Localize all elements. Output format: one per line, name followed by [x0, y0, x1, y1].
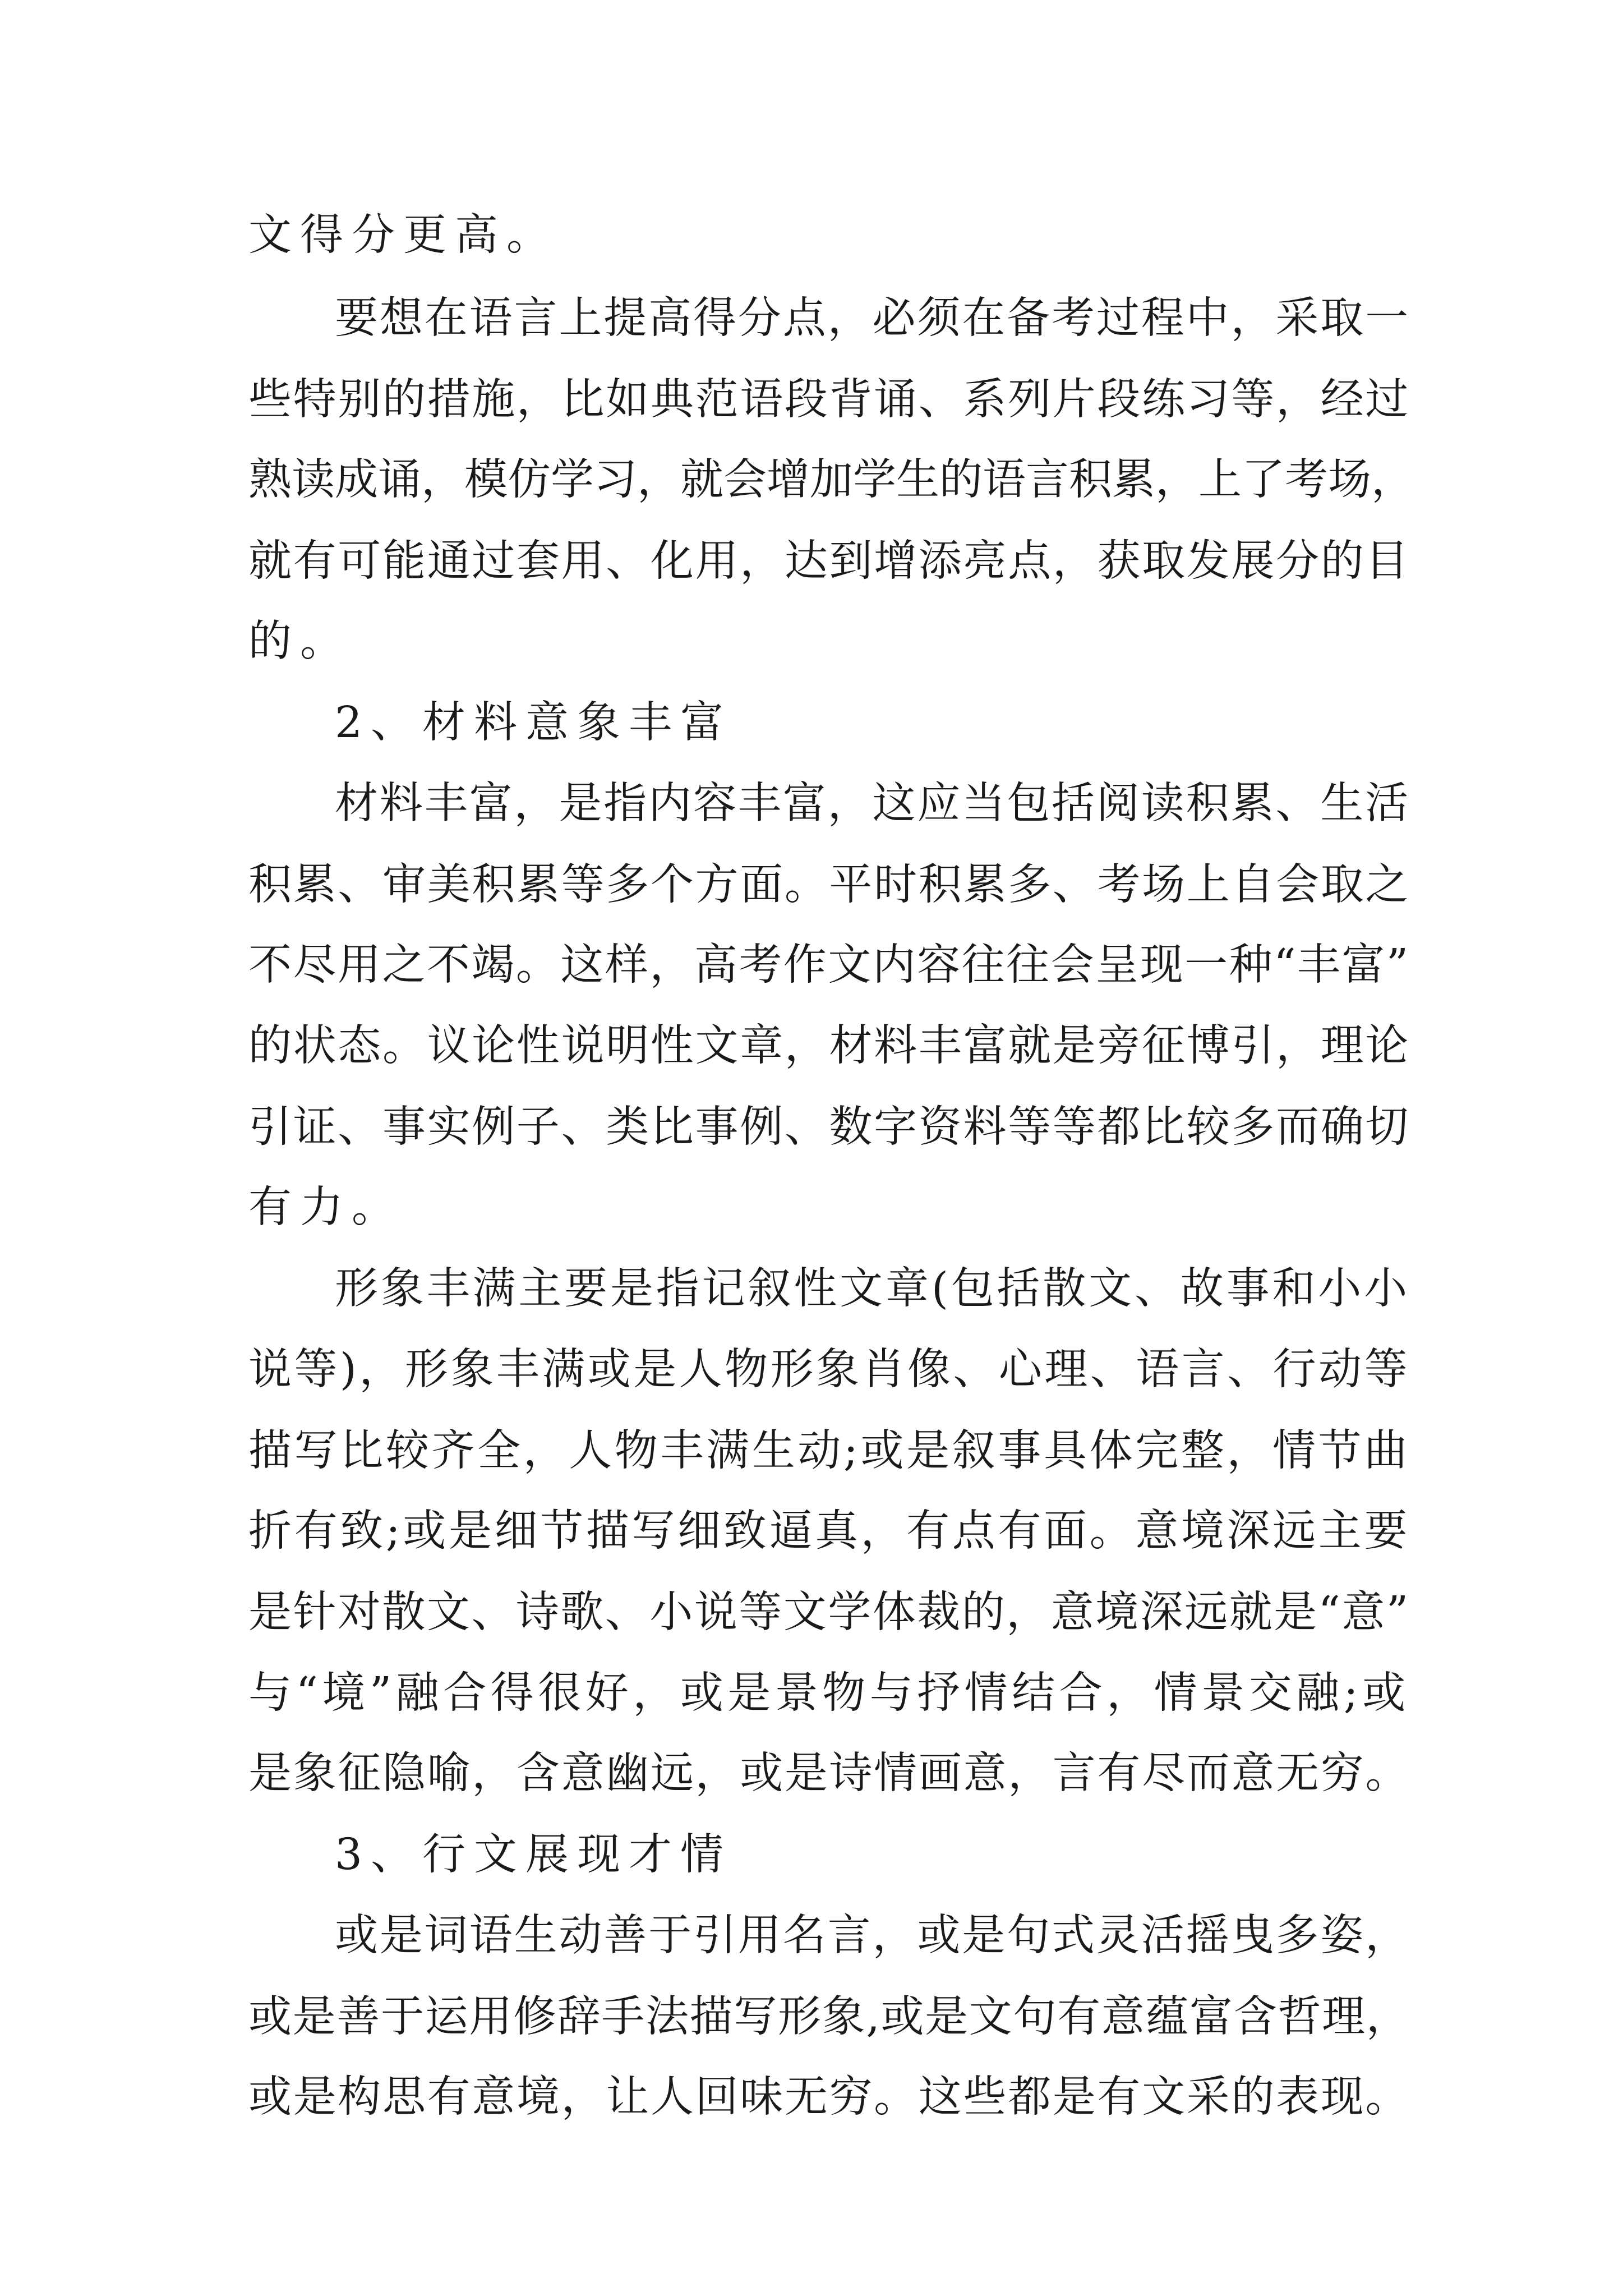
paragraph-line: 形象丰满主要是指记叙性文章(包括散文、故事和小小 — [335, 1264, 1410, 1314]
paragraph-line: 就有可能通过套用、化用，达到增添亮点，获取发展分的目 — [248, 536, 1410, 586]
paragraph-line: 不尽用之不竭。这样，高考作文内容往往会呈现一种“丰富” — [248, 940, 1410, 990]
paragraph-line: 或是善于运用修辞手法描写形象,或是文句有意蕴富含哲理， — [248, 1992, 1410, 2042]
paragraph-line: 是针对散文、诗歌、小说等文学体裁的，意境深远就是“意” — [248, 1588, 1410, 1637]
paragraph-line: 要想在语言上提高得分点，必须在备考过程中，采取一 — [335, 293, 1410, 343]
paragraph-line: 材料丰富，是指内容丰富，这应当包括阅读积累、生活 — [335, 779, 1410, 829]
paragraph-line: 熟读成诵，模仿学习，就会增加学生的语言积累，上了考场， — [248, 455, 1414, 505]
paragraph-line: 的状态。议论性说明性文章，材料丰富就是旁征博引，理论 — [248, 1021, 1410, 1071]
paragraph-line: 些特别的措施，比如典范语段背诵、系列片段练习等，经过 — [248, 375, 1410, 425]
paragraph-line: 文得分更高。 — [248, 210, 558, 260]
paragraph-line: 或是词语生动善于引用名言，或是句式灵活摇曳多姿， — [335, 1911, 1410, 1961]
paragraph-line: 与“境”融合得很好，或是景物与抒情结合，情景交融;或 — [248, 1668, 1410, 1718]
paragraph-line: 折有致;或是细节描写细致逼真，有点有面。意境深远主要 — [248, 1506, 1410, 1556]
section-heading: 3、行文展现才情 — [335, 1830, 732, 1880]
paragraph-line: 有力。 — [248, 1182, 403, 1232]
paragraph-line: 说等)，形象丰满或是人物形象肖像、心理、语言、行动等 — [248, 1345, 1410, 1395]
paragraph-line: 引证、事实例子、类比事例、数字资料等等都比较多而确切 — [248, 1102, 1410, 1152]
paragraph-line: 描写比较齐全，人物丰满生动;或是叙事具体完整，情节曲 — [248, 1426, 1410, 1476]
paragraph-line: 的。 — [248, 616, 352, 666]
paragraph-line: 积累、审美积累等多个方面。平时积累多、考场上自会取之 — [248, 860, 1410, 910]
paragraph-line: 或是构思有意境，让人回味无穷。这些都是有文采的表现。 — [248, 2072, 1410, 2122]
paragraph-line: 是象征隐喻，含意幽远，或是诗情画意，言有尽而意无穷。 — [248, 1749, 1410, 1798]
section-heading: 2、材料意象丰富 — [335, 698, 732, 748]
